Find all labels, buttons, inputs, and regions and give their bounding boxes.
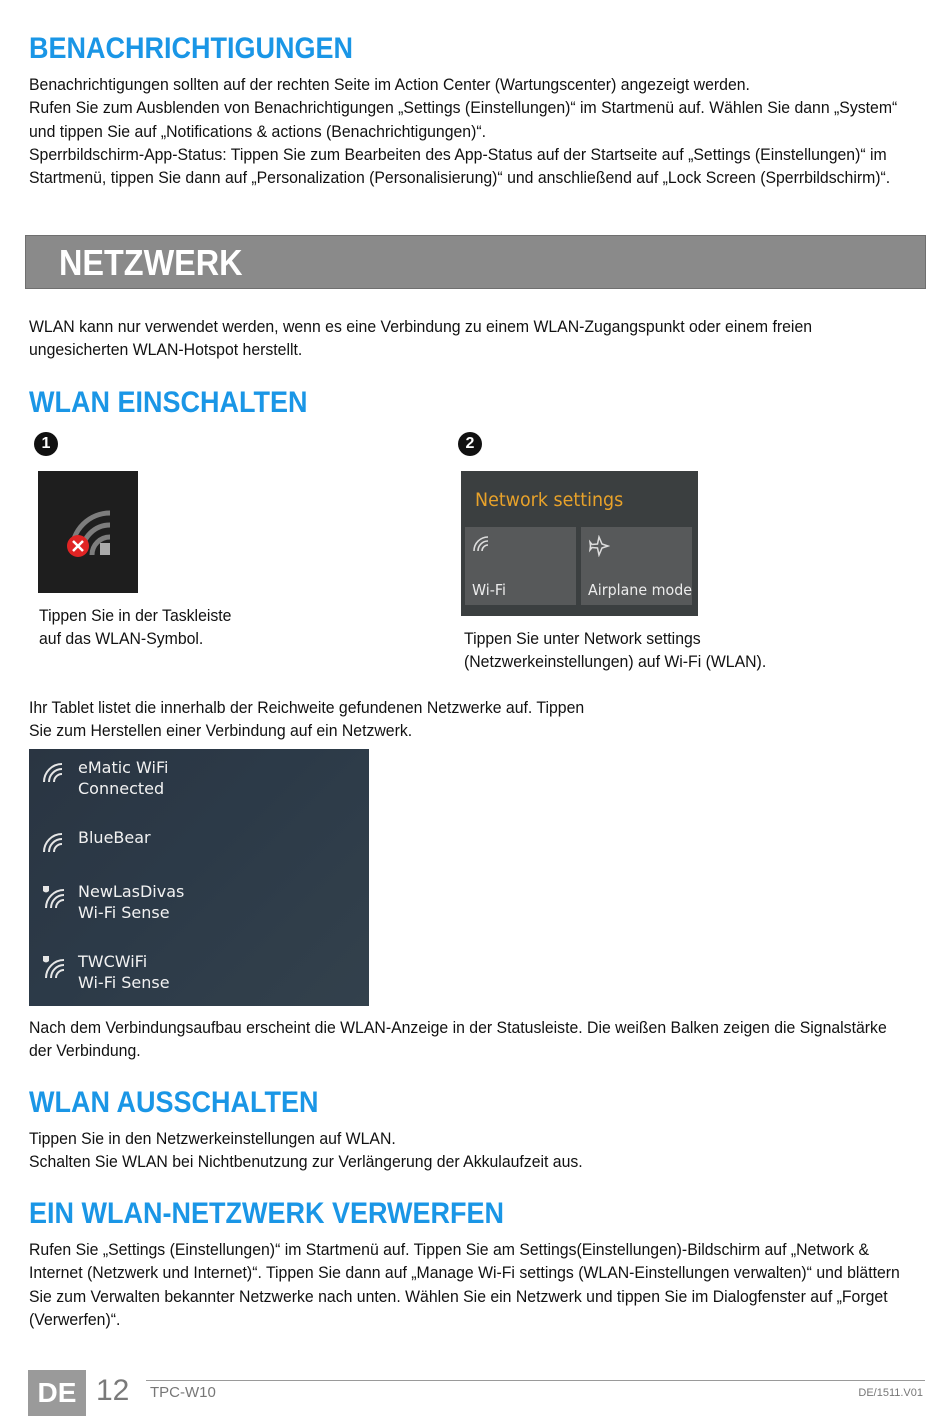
wlan-off-heading: WLAN AUSSCHALTEN xyxy=(29,1086,319,1119)
network-name: eMatic WiFi xyxy=(78,758,169,777)
wlan-off-line-1: Tippen Sie in den Netzwerkeinstellungen auf WLAN. xyxy=(29,1129,396,1148)
available-networks-list xyxy=(29,749,369,1006)
airplane-mode-tile-label: Airplane mode xyxy=(588,581,693,599)
network-item[interactable] xyxy=(29,757,369,802)
document-version: DE/1511.V01 xyxy=(858,1387,923,1399)
model-name: TPC-W10 xyxy=(150,1384,216,1401)
network-item[interactable] xyxy=(29,827,369,857)
wifi-tile-label: Wi-Fi xyxy=(472,581,507,599)
wlan-off-body xyxy=(29,1127,866,1174)
wlan-on-heading: WLAN EINSCHALTEN xyxy=(29,386,308,419)
forget-network-heading: EIN WLAN-NETZWERK VERWERFEN xyxy=(29,1197,504,1230)
forget-network-body: Rufen Sie „Settings (Einstellungen)“ im Startmenü auf. Tippen Sie am Settings(Einstellungen)-Bildschirm auf „Network & Internet (Netzwerk und Internet)“. Tippen Sie dann auf „Manage Wi-Fi settings (WLAN-Einstellungen verwalten)“ und blättern Sie zum Verwalten bekannter Netzwerke nach unten. Wählen Sie ein Netzwerk und tippen Sie im Dialogfenster auf „Forget (Verwerfen)“. xyxy=(29,1240,900,1329)
notifications-body xyxy=(29,73,908,189)
language-badge: DE xyxy=(28,1370,86,1416)
notifications-line-2: Rufen Sie zum Ausblenden von Benachrichtigungen „Settings (Einstellungen)“ im Startmenü auf. Wählen Sie dann „System“ und tippen Sie auf „Notifications & actions (Benachrichtigungen)“. xyxy=(29,98,898,141)
network-name: BlueBear xyxy=(78,828,151,847)
step-1-number: 1 xyxy=(34,432,58,456)
wifi-icon xyxy=(472,535,492,558)
airplane-mode-tile[interactable] xyxy=(581,527,692,605)
step-1-caption: Tippen Sie in der Taskleiste auf das WLAN-Symbol. xyxy=(39,606,232,649)
step-2-number: 2 xyxy=(458,432,482,456)
network-section-title: NETZWERK xyxy=(59,242,243,283)
wifi-disconnected-icon[interactable] xyxy=(38,471,138,593)
network-status: Wi-Fi Sense xyxy=(78,903,170,922)
network-status: Wi-Fi Sense xyxy=(78,973,170,992)
network-section-bar xyxy=(25,235,926,289)
network-settings-panel xyxy=(461,471,698,616)
notifications-line-3: Sperrbildschirm-App-Status: Tippen Sie zum Bearbeiten des App-Status auf der Startseite auf „Settings (Einstellungen)“ im Startmenü, tippen Sie dann auf „Personalization (Personalisierung)“ und anschließend auf „Lock Screen (Sperrbildschirm)“. xyxy=(29,144,891,188)
wifi-tile[interactable] xyxy=(465,527,576,605)
after-connection-text: Nach dem Verbindungsaufbau erscheint die WLAN-Anzeige in der Statusleiste. Die weißen Balken zeigen die Signalstärke der Verbindung. xyxy=(29,1018,887,1061)
page-number: 12 xyxy=(96,1374,130,1407)
network-list-instructions: Ihr Tablet listet die innerhalb der Reichweite gefundenen Netzwerke auf. Tippen Sie zum Herstellen einer Verbindung auf ein Netzwerk. xyxy=(29,698,585,741)
wifi-signal-icon xyxy=(41,831,65,860)
wifi-shield-icon xyxy=(41,955,67,986)
step-2-caption: Tippen Sie unter Network settings (Netzwerkeinstellungen) auf Wi-Fi (WLAN). xyxy=(464,629,767,672)
notifications-line-1: Benachrichtigungen sollten auf der rechten Seite im Action Center (Wartungscenter) angezeigt werden. xyxy=(29,75,750,94)
wifi-shield-icon xyxy=(41,885,67,916)
taskbar-wifi-screenshot xyxy=(38,471,138,593)
network-name: NewLasDivas xyxy=(78,882,185,901)
network-item[interactable] xyxy=(29,881,369,926)
wlan-off-line-2: Schalten Sie WLAN bei Nichtbenutzung zur Verlängerung der Akkulaufzeit aus. xyxy=(29,1152,583,1172)
network-settings-title[interactable]: Network settings xyxy=(475,489,624,511)
notifications-heading: BENACHRICHTIGUNGEN xyxy=(29,32,353,65)
network-name: TWCWiFi xyxy=(78,952,148,971)
airplane-icon xyxy=(588,535,610,562)
network-item[interactable] xyxy=(29,951,369,996)
footer-divider xyxy=(146,1380,925,1381)
network-status: Connected xyxy=(78,779,165,798)
wifi-signal-icon xyxy=(41,761,65,790)
network-intro: WLAN kann nur verwendet werden, wenn es eine Verbindung zu einem WLAN-Zugangspunkt oder einem freien ungesicherten WLAN-Hotspot herstellt. xyxy=(29,317,813,360)
